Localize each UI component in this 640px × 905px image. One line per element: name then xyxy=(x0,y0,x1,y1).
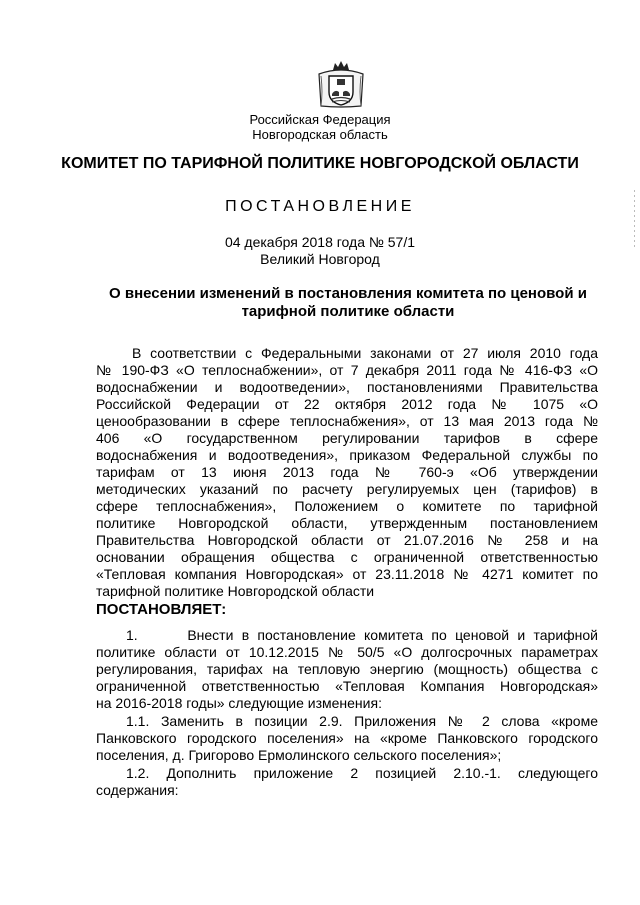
item-1-1-paragraph xyxy=(96,713,598,764)
text-line: № 190-ФЗ «О теплоснабжении», от 7 декабря 2011 года № 416-ФЗ «О xyxy=(96,362,598,378)
text-line: регулирования, тарифах на тепловую энергию (мощность) общества с xyxy=(96,661,598,677)
document-city: Великий Новгород xyxy=(260,251,380,267)
text-line: содержания: xyxy=(96,782,179,798)
region-name: Новгородская область xyxy=(252,127,388,142)
text-line: ограниченной ответственностью «Тепловая Компания Новгородская» xyxy=(96,678,598,694)
text-line: политике области от 10.12.2015 № 50/5 «О долгосрочных параметрах xyxy=(96,644,598,660)
margin-scan-mark xyxy=(633,190,636,250)
preamble-paragraph xyxy=(96,345,598,600)
text-line: Правительства Новгородской области от 21.07.2016 № 258 и на xyxy=(96,532,598,548)
text-line: 1.1. Заменить в позиции 2.9. Приложения № 2 слова «кроме xyxy=(126,713,598,729)
text-line: 1. Внести в постановление комитета по ценовой и тарифной xyxy=(126,627,598,643)
document-subject: О внесении изменений в постановления комитета по ценовой и тарифной политике области xyxy=(109,285,587,320)
text-line: политике Новгородской области, утвержденным постановлением xyxy=(96,515,598,531)
text-line: 406 «О государственном регулировании тарифов в сфере xyxy=(96,430,598,446)
text-line: водоснабжении и водоотведении», постановлениями Правительства xyxy=(96,379,598,395)
text-line: тарифам от 13 июня 2013 года № 760-э «Об утверждении xyxy=(96,464,598,480)
coat-of-arms-emblem xyxy=(313,58,369,110)
text-line: «Тепловая компания Новгородская» от 23.11.2018 № 4271 комитет по xyxy=(96,566,598,582)
text-line: на 2016-2018 годы» следующие изменения: xyxy=(96,695,382,711)
text-line: В соответствии с Федеральными законами от 27 июля 2010 года xyxy=(132,345,598,361)
text-line: основании обращения общества с ограниченной ответственностью xyxy=(96,549,598,565)
committee-title: КОМИТЕТ ПО ТАРИФНОЙ ПОЛИТИКЕ НОВГОРОДСКОЙ ОБЛАСТИ xyxy=(61,155,579,172)
document-type: ПОСТАНОВЛЕНИЕ xyxy=(225,198,415,215)
item-1-2-paragraph xyxy=(96,765,598,799)
text-line: тарифной политике Новгородской области xyxy=(96,583,375,599)
text-line: водоснабжения и водоотведения», приказом Федеральной службы по xyxy=(96,447,598,463)
text-line: ценообразовании в сфере теплоснабжения», от 13 мая 2013 года № xyxy=(96,413,598,429)
document-date-number: 04 декабря 2018 года № 57/1 xyxy=(224,234,416,250)
item-1-paragraph xyxy=(96,627,598,712)
text-line: сфере теплоснабжения», Положением о комитете по тарифной xyxy=(96,498,598,514)
text-line: 1.2. Дополнить приложение 2 позицией 2.10.-1. следующего xyxy=(126,765,598,781)
text-line: Российской Федерации от 22 октября 2012 года № 1075 «О xyxy=(96,396,598,412)
text-line: методических указаний по расчету регулируемых цен (тарифов) в xyxy=(96,481,598,497)
country-name: Российская Федерация xyxy=(249,112,391,127)
text-line: поселения, д. Григорово Ермолинского сельского поселения»; xyxy=(96,747,502,763)
resolves-heading: ПОСТАНОВЛЯЕТ: xyxy=(96,601,227,618)
text-line: Панковского городского поселения» на «кроме Панковского городского xyxy=(96,730,598,746)
